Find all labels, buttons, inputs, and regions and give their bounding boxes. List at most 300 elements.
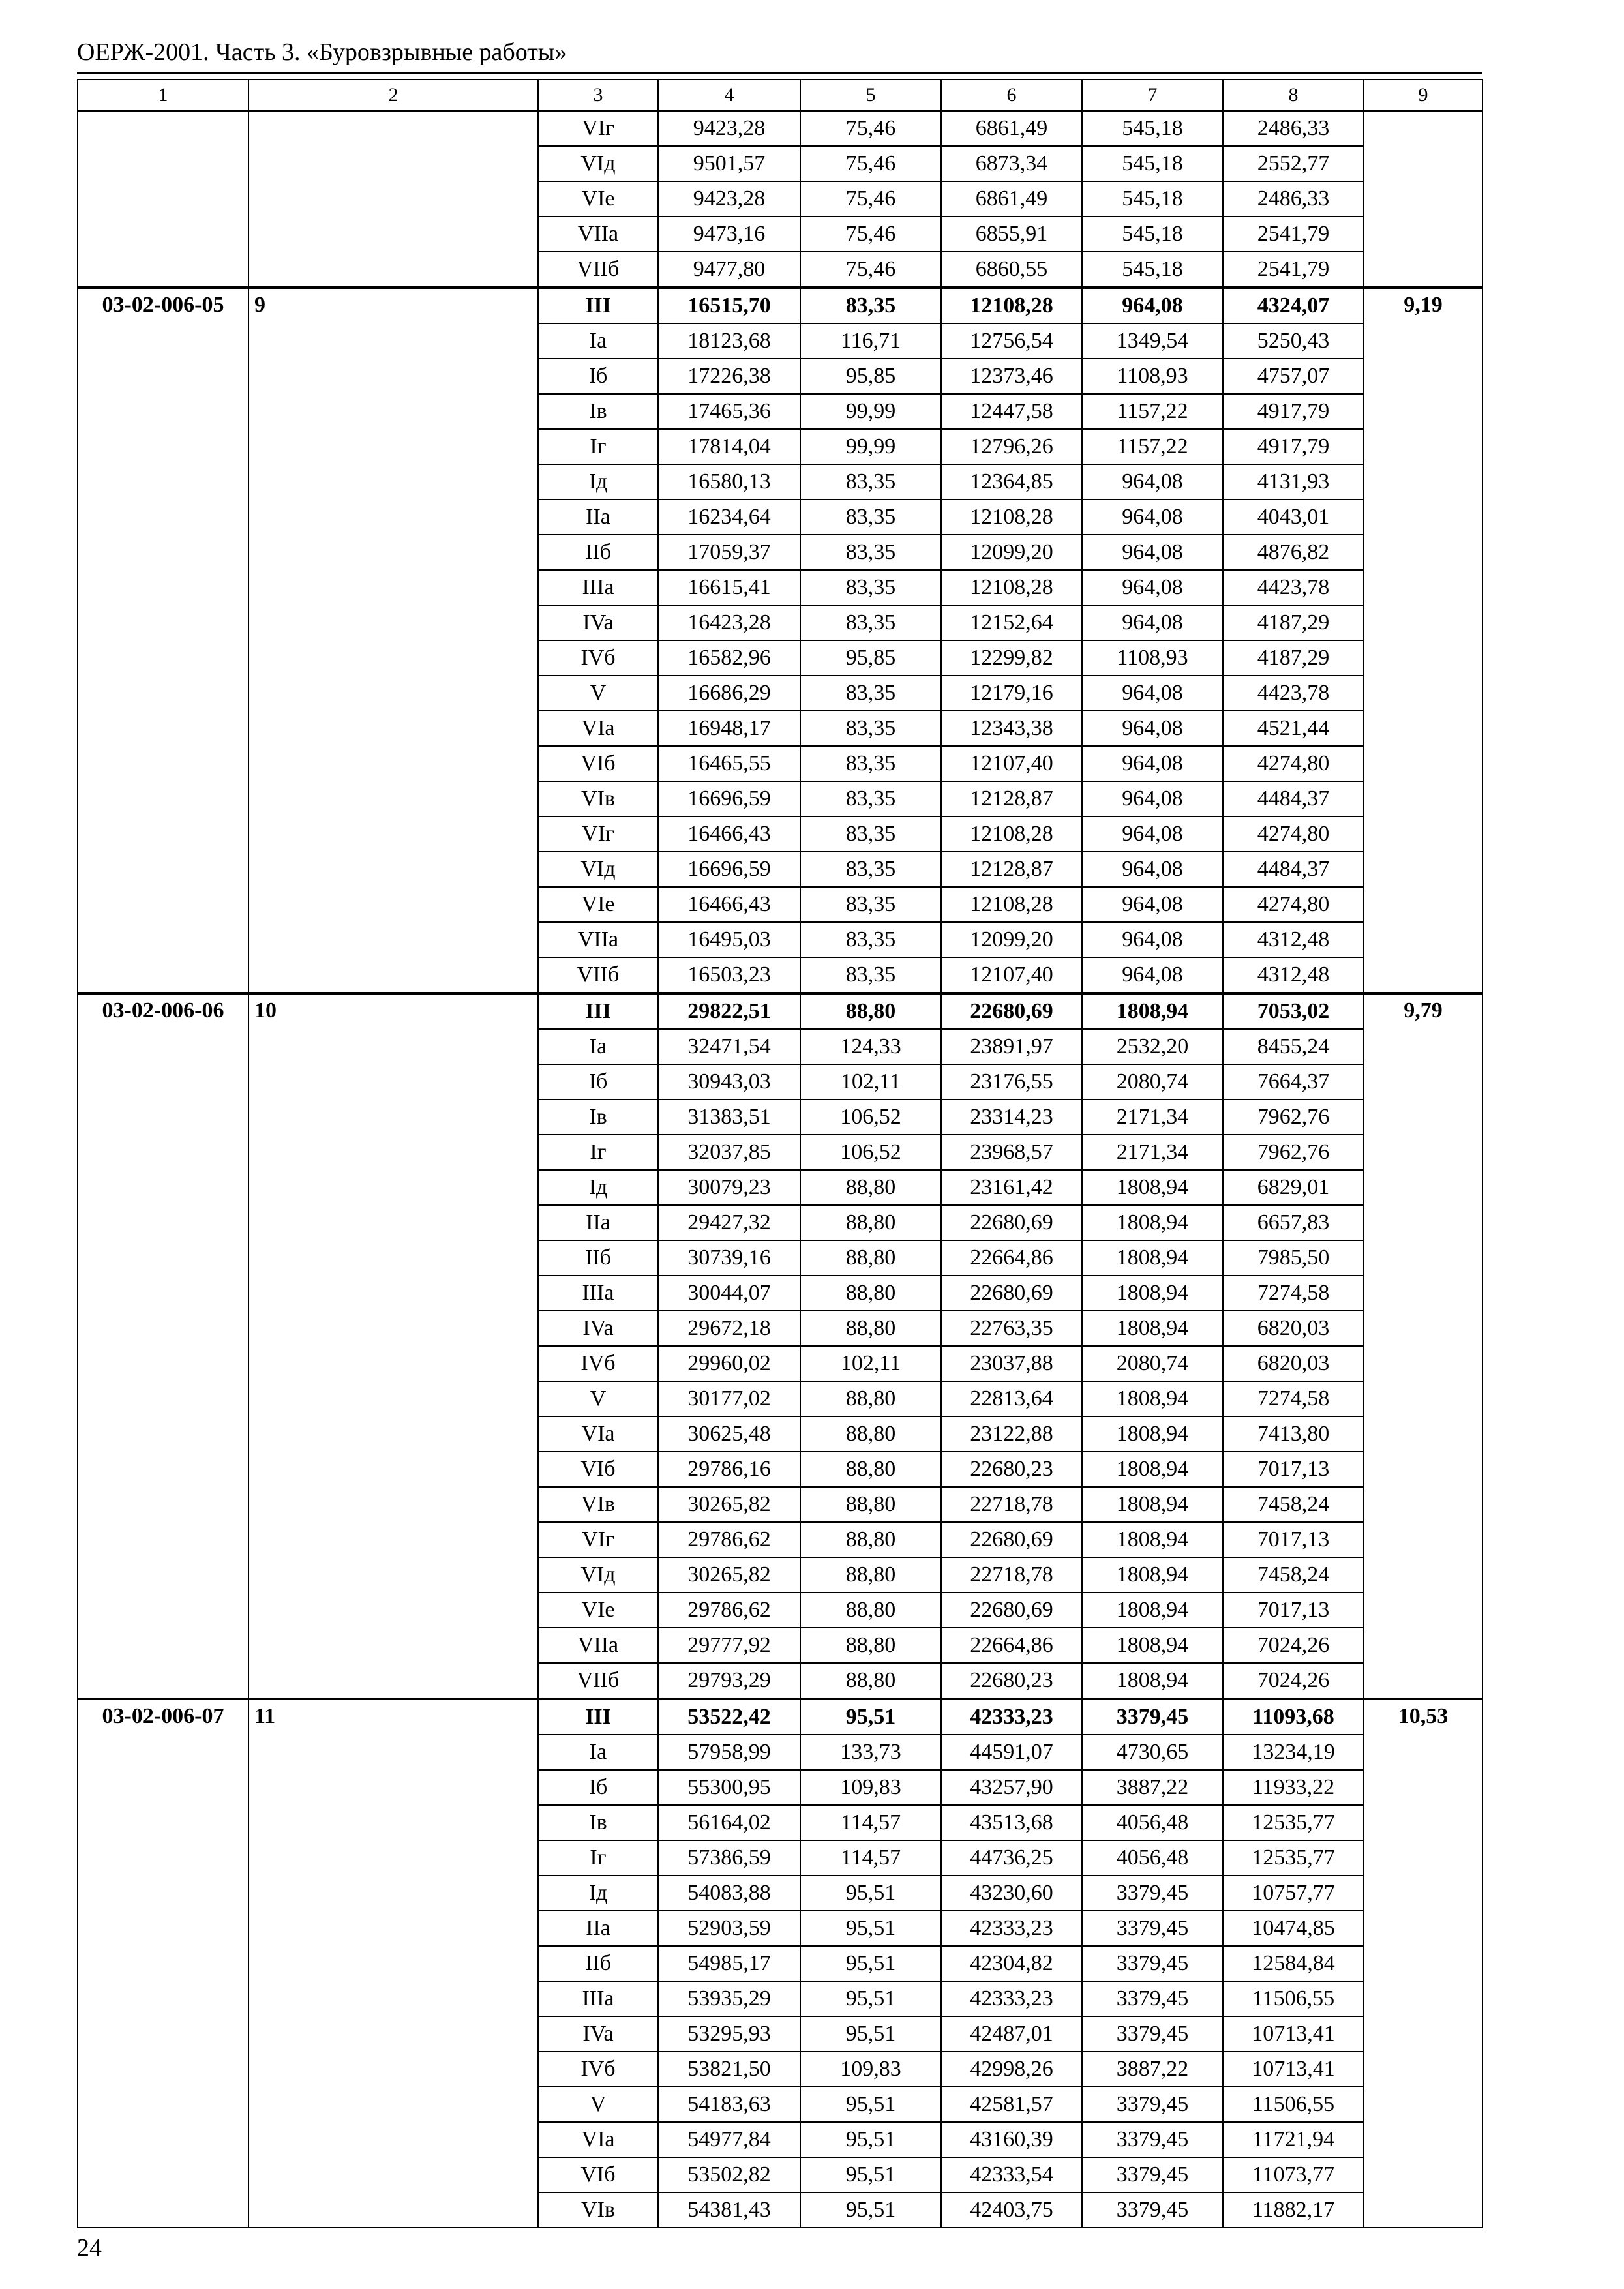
wages-cell: 95,51 [800,1981,941,2016]
wages-cell: 83,35 [800,816,941,852]
operator-wages-cell: 964,08 [1082,852,1223,887]
operator-wages-cell: 1808,94 [1082,1452,1223,1487]
column-number: 7 [1082,80,1223,111]
category-cell: VIIб [538,957,658,993]
machine-cost-cell: 23968,57 [941,1135,1082,1170]
wages-cell: 88,80 [800,1487,941,1522]
total-cost-cell: 17814,04 [658,429,800,464]
materials-cell: 4324,07 [1223,288,1364,323]
materials-cell: 4274,80 [1223,887,1364,922]
materials-cell: 7017,13 [1223,1522,1364,1557]
category-cell: VIв [538,2192,658,2228]
operator-wages-cell: 1808,94 [1082,1557,1223,1593]
wages-cell: 95,51 [800,2087,941,2122]
machine-cost-cell: 43257,90 [941,1770,1082,1805]
total-cost-cell: 16580,13 [658,464,800,500]
category-cell: IVб [538,640,658,676]
category-cell: Iд [538,464,658,500]
operator-wages-cell: 3887,22 [1082,1770,1223,1805]
wages-cell: 133,73 [800,1735,941,1770]
operator-wages-cell: 2171,34 [1082,1100,1223,1135]
total-cost-cell: 29822,51 [658,993,800,1029]
wages-cell: 95,51 [800,1876,941,1911]
total-cost-cell: 29786,62 [658,1522,800,1557]
operator-wages-cell: 964,08 [1082,711,1223,746]
materials-cell: 10713,41 [1223,2052,1364,2087]
machine-cost-cell: 22680,69 [941,1593,1082,1628]
category-cell: Iг [538,429,658,464]
total-cost-cell: 29960,02 [658,1346,800,1381]
materials-cell: 8455,24 [1223,1029,1364,1064]
operator-wages-cell: 964,08 [1082,535,1223,570]
operator-wages-cell: 3887,22 [1082,2052,1223,2087]
operator-wages-cell: 2080,74 [1082,1346,1223,1381]
materials-cell: 2486,33 [1223,111,1364,146]
operator-wages-cell: 964,08 [1082,922,1223,957]
total-cost-cell: 16466,43 [658,887,800,922]
machine-cost-cell: 12373,46 [941,359,1082,394]
wages-cell: 95,85 [800,359,941,394]
operator-wages-cell: 2532,20 [1082,1029,1223,1064]
category-cell: VIIб [538,252,658,288]
operator-wages-cell: 1808,94 [1082,1276,1223,1311]
total-cost-cell: 16503,23 [658,957,800,993]
operator-wages-cell: 964,08 [1082,676,1223,711]
category-cell: VIa [538,2122,658,2157]
materials-cell: 2541,79 [1223,217,1364,252]
materials-cell: 10757,77 [1223,1876,1364,1911]
category-cell: IIб [538,535,658,570]
rate-code-cell: 03-02-006-07 [78,1699,248,2228]
total-cost-cell: 16615,41 [658,570,800,605]
category-cell: V [538,676,658,711]
operator-wages-cell: 545,18 [1082,217,1223,252]
wages-cell: 88,80 [800,1663,941,1699]
machine-cost-cell: 6855,91 [941,217,1082,252]
materials-cell: 11506,55 [1223,2087,1364,2122]
machine-cost-cell: 12108,28 [941,887,1082,922]
category-cell: VIг [538,816,658,852]
total-cost-cell: 17226,38 [658,359,800,394]
total-cost-cell: 16948,17 [658,711,800,746]
machine-cost-cell: 6861,49 [941,181,1082,217]
materials-cell: 6820,03 [1223,1311,1364,1346]
machine-cost-cell: 42998,26 [941,2052,1082,2087]
total-cost-cell: 57958,99 [658,1735,800,1770]
wages-cell: 116,71 [800,323,941,359]
operator-wages-cell: 545,18 [1082,146,1223,181]
operator-wages-cell: 1108,93 [1082,640,1223,676]
operator-wages-cell: 3379,45 [1082,1699,1223,1735]
machine-cost-cell: 12796,26 [941,429,1082,464]
labor-cell: 9,79 [1364,993,1482,1699]
machine-cost-cell: 12343,38 [941,711,1082,746]
operator-wages-cell: 964,08 [1082,464,1223,500]
machine-cost-cell: 6861,49 [941,111,1082,146]
category-cell: V [538,1381,658,1416]
wages-cell: 95,51 [800,2122,941,2157]
column-number: 9 [1364,80,1482,111]
machine-cost-cell: 42403,75 [941,2192,1082,2228]
machine-cost-cell: 22763,35 [941,1311,1082,1346]
category-cell: VIд [538,146,658,181]
machine-cost-cell: 44736,25 [941,1840,1082,1876]
machine-cost-cell: 22680,69 [941,1205,1082,1240]
machine-cost-cell: 22664,86 [941,1628,1082,1663]
materials-cell: 4043,01 [1223,500,1364,535]
category-cell: Iб [538,359,658,394]
table-row [78,288,1482,323]
machine-cost-cell: 42581,57 [941,2087,1082,2122]
total-cost-cell: 17465,36 [658,394,800,429]
rates-table [77,79,1483,2228]
header-rule [77,72,1482,74]
total-cost-cell: 30177,02 [658,1381,800,1416]
category-cell: VIб [538,1452,658,1487]
operator-wages-cell: 1157,22 [1082,429,1223,464]
category-cell: VIIa [538,1628,658,1663]
materials-cell: 7985,50 [1223,1240,1364,1276]
materials-cell: 10474,85 [1223,1911,1364,1946]
wages-cell: 88,80 [800,1628,941,1663]
category-cell: IVб [538,2052,658,2087]
operator-wages-cell: 1808,94 [1082,1593,1223,1628]
total-cost-cell: 53522,42 [658,1699,800,1735]
wages-cell: 88,80 [800,1381,941,1416]
wages-cell: 88,80 [800,1593,941,1628]
machine-cost-cell: 22813,64 [941,1381,1082,1416]
column-number: 5 [800,80,941,111]
wages-cell: 75,46 [800,111,941,146]
machine-cost-cell: 42333,54 [941,2157,1082,2192]
wages-cell: 106,52 [800,1100,941,1135]
category-cell: VIб [538,746,658,781]
operator-wages-cell: 964,08 [1082,887,1223,922]
total-cost-cell: 55300,95 [658,1770,800,1805]
rate-number-cell [248,111,538,288]
machine-cost-cell: 43230,60 [941,1876,1082,1911]
operator-wages-cell: 545,18 [1082,252,1223,288]
materials-cell: 7017,13 [1223,1593,1364,1628]
machine-cost-cell: 12099,20 [941,535,1082,570]
wages-cell: 83,35 [800,852,941,887]
operator-wages-cell: 964,08 [1082,746,1223,781]
category-cell: VIв [538,781,658,816]
category-cell: III [538,288,658,323]
machine-cost-cell: 12128,87 [941,781,1082,816]
total-cost-cell: 29672,18 [658,1311,800,1346]
total-cost-cell: 53821,50 [658,2052,800,2087]
category-cell: Iд [538,1876,658,1911]
materials-cell: 4187,29 [1223,640,1364,676]
total-cost-cell: 9473,16 [658,217,800,252]
total-cost-cell: 9501,57 [658,146,800,181]
total-cost-cell: 16465,55 [658,746,800,781]
operator-wages-cell: 1808,94 [1082,1416,1223,1452]
category-cell: VIe [538,181,658,217]
materials-cell: 13234,19 [1223,1735,1364,1770]
operator-wages-cell: 1808,94 [1082,1663,1223,1699]
machine-cost-cell: 12756,54 [941,323,1082,359]
materials-cell: 4274,80 [1223,816,1364,852]
category-cell: IVa [538,605,658,640]
total-cost-cell: 29786,16 [658,1452,800,1487]
rate-code-cell: 03-02-006-06 [78,993,248,1699]
machine-cost-cell: 12108,28 [941,500,1082,535]
operator-wages-cell: 964,08 [1082,781,1223,816]
rate-code-cell: 03-02-006-05 [78,288,248,993]
machine-cost-cell: 23891,97 [941,1029,1082,1064]
materials-cell: 11093,68 [1223,1699,1364,1735]
total-cost-cell: 32037,85 [658,1135,800,1170]
page-header: ОЕРЖ-2001. Часть 3. «Буровзрывные работы» [77,38,567,66]
operator-wages-cell: 3379,45 [1082,1876,1223,1911]
total-cost-cell: 54183,63 [658,2087,800,2122]
operator-wages-cell: 1808,94 [1082,1381,1223,1416]
category-cell: Iб [538,1770,658,1805]
total-cost-cell: 53502,82 [658,2157,800,2192]
total-cost-cell: 16495,03 [658,922,800,957]
materials-cell: 4312,48 [1223,957,1364,993]
category-cell: Iг [538,1840,658,1876]
materials-cell: 7024,26 [1223,1663,1364,1699]
wages-cell: 88,80 [800,1240,941,1276]
wages-cell: 88,80 [800,1276,941,1311]
materials-cell: 11506,55 [1223,1981,1364,2016]
total-cost-cell: 31383,51 [658,1100,800,1135]
total-cost-cell: 57386,59 [658,1840,800,1876]
machine-cost-cell: 23314,23 [941,1100,1082,1135]
machine-cost-cell: 22718,78 [941,1487,1082,1522]
operator-wages-cell: 1808,94 [1082,1205,1223,1240]
wages-cell: 83,35 [800,500,941,535]
machine-cost-cell: 6873,34 [941,146,1082,181]
materials-cell: 5250,43 [1223,323,1364,359]
wages-cell: 88,80 [800,1170,941,1205]
operator-wages-cell: 4056,48 [1082,1805,1223,1840]
operator-wages-cell: 1808,94 [1082,1170,1223,1205]
category-cell: VIIa [538,922,658,957]
wages-cell: 75,46 [800,217,941,252]
category-cell: VIд [538,1557,658,1593]
category-cell: VIIб [538,1663,658,1699]
materials-cell: 11073,77 [1223,2157,1364,2192]
table-row [78,111,1482,146]
page-number: 24 [77,2234,102,2262]
operator-wages-cell: 964,08 [1082,605,1223,640]
wages-cell: 75,46 [800,252,941,288]
table-row [78,993,1482,1029]
wages-cell: 95,85 [800,640,941,676]
category-cell: IVб [538,1346,658,1381]
category-cell: IVa [538,2016,658,2052]
column-number: 4 [658,80,800,111]
machine-cost-cell: 12099,20 [941,922,1082,957]
total-cost-cell: 18123,68 [658,323,800,359]
materials-cell: 11721,94 [1223,2122,1364,2157]
materials-cell: 6829,01 [1223,1170,1364,1205]
category-cell: VIг [538,1522,658,1557]
operator-wages-cell: 1108,93 [1082,359,1223,394]
total-cost-cell: 29777,92 [658,1628,800,1663]
materials-cell: 4484,37 [1223,852,1364,887]
wages-cell: 83,35 [800,464,941,500]
category-cell: IIIa [538,570,658,605]
total-cost-cell: 16423,28 [658,605,800,640]
wages-cell: 83,35 [800,570,941,605]
materials-cell: 4521,44 [1223,711,1364,746]
total-cost-cell: 30044,07 [658,1276,800,1311]
materials-cell: 7962,76 [1223,1135,1364,1170]
materials-cell: 11882,17 [1223,2192,1364,2228]
operator-wages-cell: 4730,65 [1082,1735,1223,1770]
machine-cost-cell: 12107,40 [941,746,1082,781]
total-cost-cell: 54381,43 [658,2192,800,2228]
column-number: 6 [941,80,1082,111]
machine-cost-cell: 22718,78 [941,1557,1082,1593]
machine-cost-cell: 22680,69 [941,1522,1082,1557]
materials-cell: 4484,37 [1223,781,1364,816]
wages-cell: 88,80 [800,993,941,1029]
total-cost-cell: 16696,59 [658,852,800,887]
materials-cell: 4187,29 [1223,605,1364,640]
operator-wages-cell: 3379,45 [1082,2087,1223,2122]
category-cell: VIe [538,887,658,922]
machine-cost-cell: 42304,82 [941,1946,1082,1981]
operator-wages-cell: 1808,94 [1082,1240,1223,1276]
wages-cell: 102,11 [800,1346,941,1381]
wages-cell: 83,35 [800,711,941,746]
operator-wages-cell: 3379,45 [1082,2157,1223,2192]
category-cell: VIa [538,711,658,746]
operator-wages-cell: 1808,94 [1082,993,1223,1029]
wages-cell: 109,83 [800,2052,941,2087]
total-cost-cell: 53935,29 [658,1981,800,2016]
category-cell: IIa [538,500,658,535]
operator-wages-cell: 2080,74 [1082,1064,1223,1100]
operator-wages-cell: 1808,94 [1082,1628,1223,1663]
materials-cell: 7413,80 [1223,1416,1364,1452]
operator-wages-cell: 3379,45 [1082,2016,1223,2052]
materials-cell: 6657,83 [1223,1205,1364,1240]
total-cost-cell: 16696,59 [658,781,800,816]
wages-cell: 95,51 [800,1946,941,1981]
category-cell: IIIa [538,1276,658,1311]
materials-cell: 7017,13 [1223,1452,1364,1487]
category-cell: Ia [538,1029,658,1064]
category-cell: Iб [538,1064,658,1100]
materials-cell: 4131,93 [1223,464,1364,500]
table-row [78,1699,1482,1735]
total-cost-cell: 29786,62 [658,1593,800,1628]
wages-cell: 83,35 [800,288,941,323]
operator-wages-cell: 964,08 [1082,816,1223,852]
operator-wages-cell: 964,08 [1082,957,1223,993]
category-cell: V [538,2087,658,2122]
materials-cell: 7274,58 [1223,1276,1364,1311]
total-cost-cell: 16582,96 [658,640,800,676]
wages-cell: 83,35 [800,605,941,640]
total-cost-cell: 30079,23 [658,1170,800,1205]
materials-cell: 7274,58 [1223,1381,1364,1416]
wages-cell: 83,35 [800,535,941,570]
operator-wages-cell: 964,08 [1082,288,1223,323]
category-cell: VIIa [538,217,658,252]
column-number: 2 [248,80,538,111]
machine-cost-cell: 12108,28 [941,570,1082,605]
category-cell: IIIa [538,1981,658,2016]
operator-wages-cell: 964,08 [1082,570,1223,605]
operator-wages-cell: 3379,45 [1082,2192,1223,2228]
wages-cell: 83,35 [800,887,941,922]
wages-cell: 75,46 [800,181,941,217]
materials-cell: 4917,79 [1223,429,1364,464]
machine-cost-cell: 23176,55 [941,1064,1082,1100]
total-cost-cell: 16466,43 [658,816,800,852]
machine-cost-cell: 12447,58 [941,394,1082,429]
materials-cell: 12535,77 [1223,1805,1364,1840]
wages-cell: 83,35 [800,922,941,957]
materials-cell: 7024,26 [1223,1628,1364,1663]
wages-cell: 114,57 [800,1805,941,1840]
machine-cost-cell: 43160,39 [941,2122,1082,2157]
materials-cell: 4312,48 [1223,922,1364,957]
total-cost-cell: 9477,80 [658,252,800,288]
machine-cost-cell: 42487,01 [941,2016,1082,2052]
wages-cell: 124,33 [800,1029,941,1064]
wages-cell: 88,80 [800,1452,941,1487]
total-cost-cell: 9423,28 [658,111,800,146]
wages-cell: 83,35 [800,957,941,993]
category-cell: Iд [538,1170,658,1205]
total-cost-cell: 29427,32 [658,1205,800,1240]
materials-cell: 2486,33 [1223,181,1364,217]
category-cell: III [538,993,658,1029]
rate-number-cell: 10 [248,993,538,1699]
machine-cost-cell: 22680,23 [941,1663,1082,1699]
operator-wages-cell: 545,18 [1082,111,1223,146]
materials-cell: 7458,24 [1223,1557,1364,1593]
column-number: 3 [538,80,658,111]
total-cost-cell: 54083,88 [658,1876,800,1911]
operator-wages-cell: 964,08 [1082,500,1223,535]
materials-cell: 4917,79 [1223,394,1364,429]
total-cost-cell: 29793,29 [658,1663,800,1699]
category-cell: Iг [538,1135,658,1170]
materials-cell: 7664,37 [1223,1064,1364,1100]
total-cost-cell: 32471,54 [658,1029,800,1064]
category-cell: Ia [538,1735,658,1770]
materials-cell: 7053,02 [1223,993,1364,1029]
materials-cell: 4423,78 [1223,676,1364,711]
total-cost-cell: 30265,82 [658,1557,800,1593]
total-cost-cell: 56164,02 [658,1805,800,1840]
wages-cell: 88,80 [800,1205,941,1240]
materials-cell: 4274,80 [1223,746,1364,781]
materials-cell: 4423,78 [1223,570,1364,605]
category-cell: VIe [538,1593,658,1628]
labor-cell [1364,111,1482,288]
total-cost-cell: 30625,48 [658,1416,800,1452]
column-number-row [78,80,1482,111]
machine-cost-cell: 42333,23 [941,1699,1082,1735]
machine-cost-cell: 23161,42 [941,1170,1082,1205]
materials-cell: 11933,22 [1223,1770,1364,1805]
category-cell: VIв [538,1487,658,1522]
machine-cost-cell: 44591,07 [941,1735,1082,1770]
wages-cell: 88,80 [800,1311,941,1346]
category-cell: Iв [538,1100,658,1135]
